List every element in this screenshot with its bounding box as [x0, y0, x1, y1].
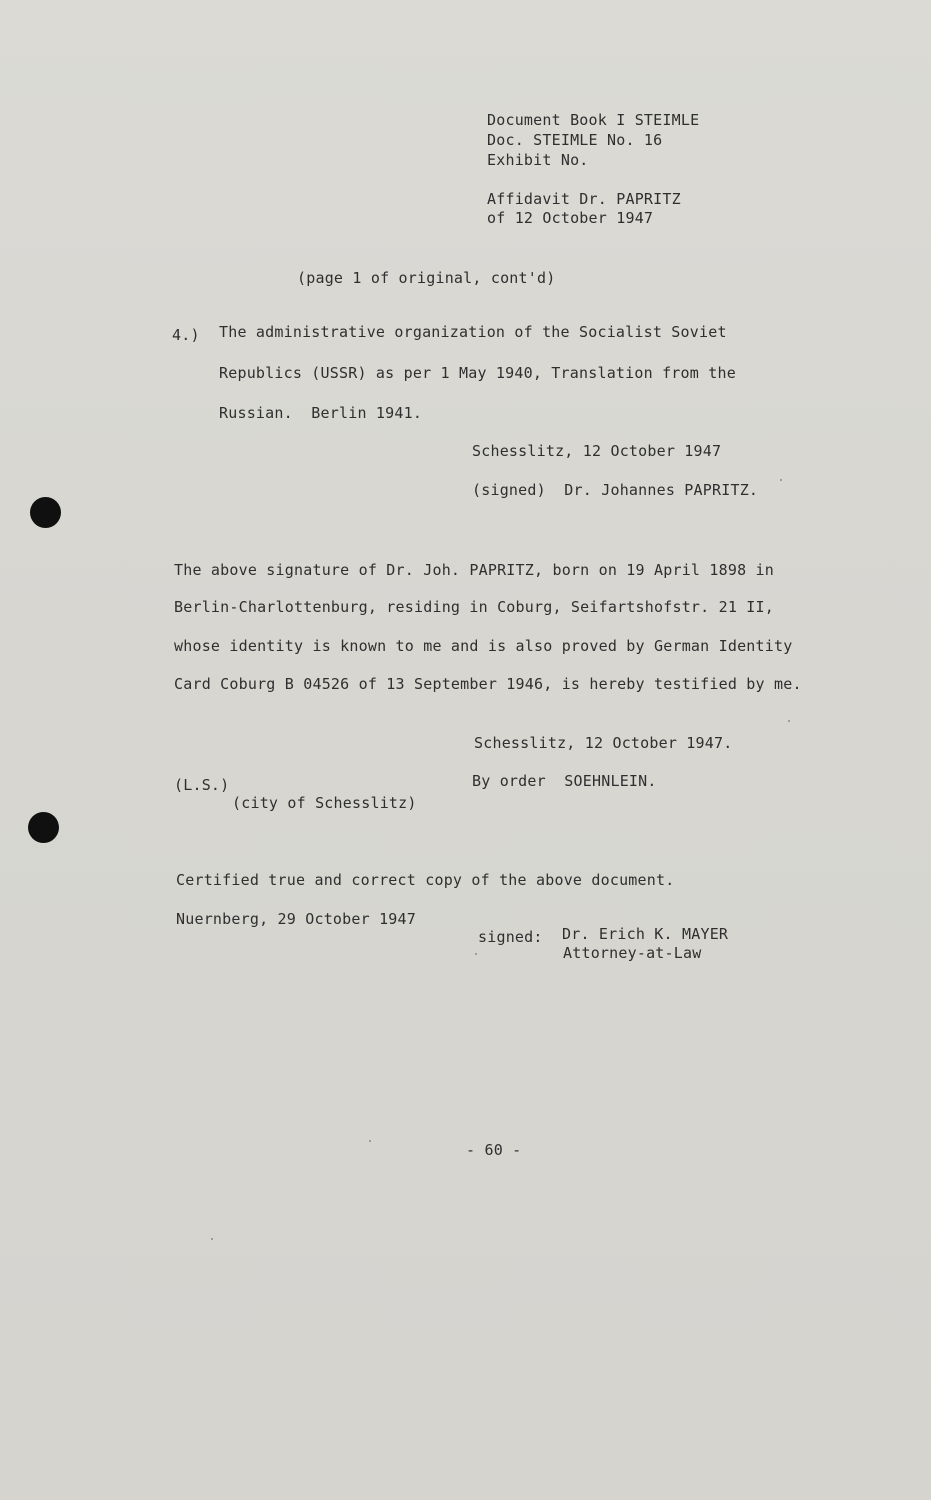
header-affidavit-date: of 12 October 1947 [487, 209, 654, 227]
paper-speck [211, 1238, 213, 1240]
punch-hole-top [30, 497, 61, 528]
page-note: (page 1 of original, cont'd) [297, 269, 556, 287]
paper-speck [788, 720, 790, 722]
attestation-line-4: Card Coburg B 04526 of 13 September 1946, is hereby testified by me. [174, 675, 802, 693]
header-book: Document Book I STEIMLE [487, 111, 700, 129]
attestation-line-3: whose identity is known to me and is also proved by German Identity [174, 637, 793, 655]
seal-by-order: By order SOEHNLEIN. [472, 772, 657, 790]
header-exhibit: Exhibit No. [487, 151, 589, 169]
certification-signed-label: signed: [478, 928, 543, 946]
paper-speck [780, 479, 782, 481]
certification-text: Certified true and correct copy of the above document. [176, 871, 675, 889]
attestation-line-2: Berlin-Charlottenburg, residing in Coburg, Seifartshofstr. 21 II, [174, 598, 774, 616]
signature-signed: (signed) Dr. Johannes PAPRITZ. [472, 481, 759, 499]
certification-place-date: Nuernberg, 29 October 1947 [176, 910, 416, 928]
seal-ls: (L.S.) [174, 776, 230, 794]
punch-hole-bottom [28, 812, 59, 843]
seal-place-date: Schesslitz, 12 October 1947. [474, 734, 733, 752]
header-affidavit: Affidavit Dr. PAPRITZ [487, 190, 681, 208]
seal-city: (city of Schesslitz) [232, 794, 417, 812]
certification-title: Attorney-at-Law [563, 944, 702, 962]
paper-speck [475, 953, 477, 955]
item-line-2: Republics (USSR) as per 1 May 1940, Translation from the [219, 364, 736, 382]
item-number: 4.) [172, 326, 200, 344]
page-number: - 60 - [466, 1141, 522, 1159]
header-doc-no: Doc. STEIMLE No. 16 [487, 131, 663, 149]
paper-speck [369, 1140, 371, 1142]
certification-signer: Dr. Erich K. MAYER [562, 925, 729, 943]
attestation-line-1: The above signature of Dr. Joh. PAPRITZ, born on 19 April 1898 in [174, 561, 774, 579]
signature-place-date: Schesslitz, 12 October 1947 [472, 442, 722, 460]
item-line-3: Russian. Berlin 1941. [219, 404, 423, 422]
item-line-1: The administrative organization of the Socialist Soviet [219, 323, 727, 341]
